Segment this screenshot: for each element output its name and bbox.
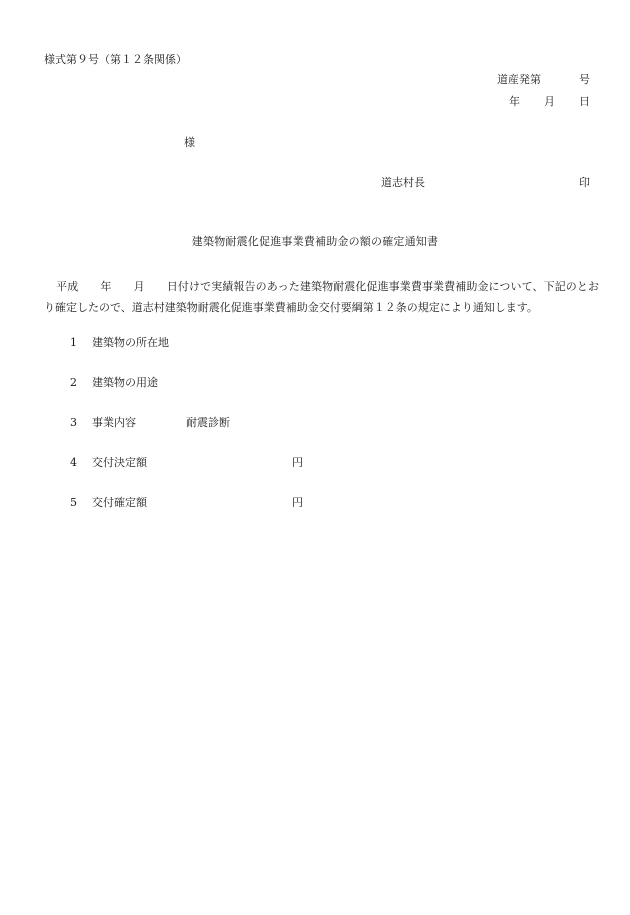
item-label: 建築物の用途 — [92, 376, 158, 389]
issue-date — [509, 95, 590, 109]
item-label: 交付確定額 — [92, 496, 147, 509]
date-day: 日 — [579, 95, 590, 108]
document-number — [497, 73, 590, 87]
body-text: 日付けで実績報告のあった建築物耐震化促進事業費事業費補助金について、下記のとおり確定したので、道志村建築物耐震化促進事業費補助金交付要綱第１２条の規定により通知します。 — [44, 280, 600, 314]
document-title: 建築物耐震化促進事業費補助金の額の確定通知書 — [191, 235, 439, 248]
body-era: 平成 — [56, 280, 79, 293]
date-year: 年 — [509, 95, 520, 108]
addressee-honorific: 様 — [184, 136, 195, 149]
body-month: 月 — [133, 280, 145, 293]
document-number-suffix: 号 — [579, 73, 590, 86]
item-number: 2 — [70, 376, 77, 389]
item-label: 交付決定額 — [92, 456, 147, 469]
item-label: 事業内容 — [92, 416, 136, 429]
body-paragraph — [44, 276, 599, 318]
item-value: 耐震診断 — [186, 416, 230, 429]
date-month: 月 — [544, 95, 555, 108]
document-number-prefix: 道産発第 — [497, 73, 541, 86]
item-label: 建築物の所在地 — [92, 336, 169, 349]
seal-mark: 印 — [579, 176, 590, 189]
item-unit: 円 — [292, 496, 303, 509]
item-number: 4 — [70, 456, 77, 469]
item-unit: 円 — [292, 456, 303, 469]
body-year: 年 — [100, 280, 112, 293]
item-number: 3 — [70, 416, 77, 429]
item-number: 1 — [70, 336, 77, 349]
sender-title: 道志村長 — [381, 176, 425, 189]
item-number: 5 — [70, 496, 77, 509]
form-number: 様式第９号（第１２条関係） — [44, 53, 187, 66]
